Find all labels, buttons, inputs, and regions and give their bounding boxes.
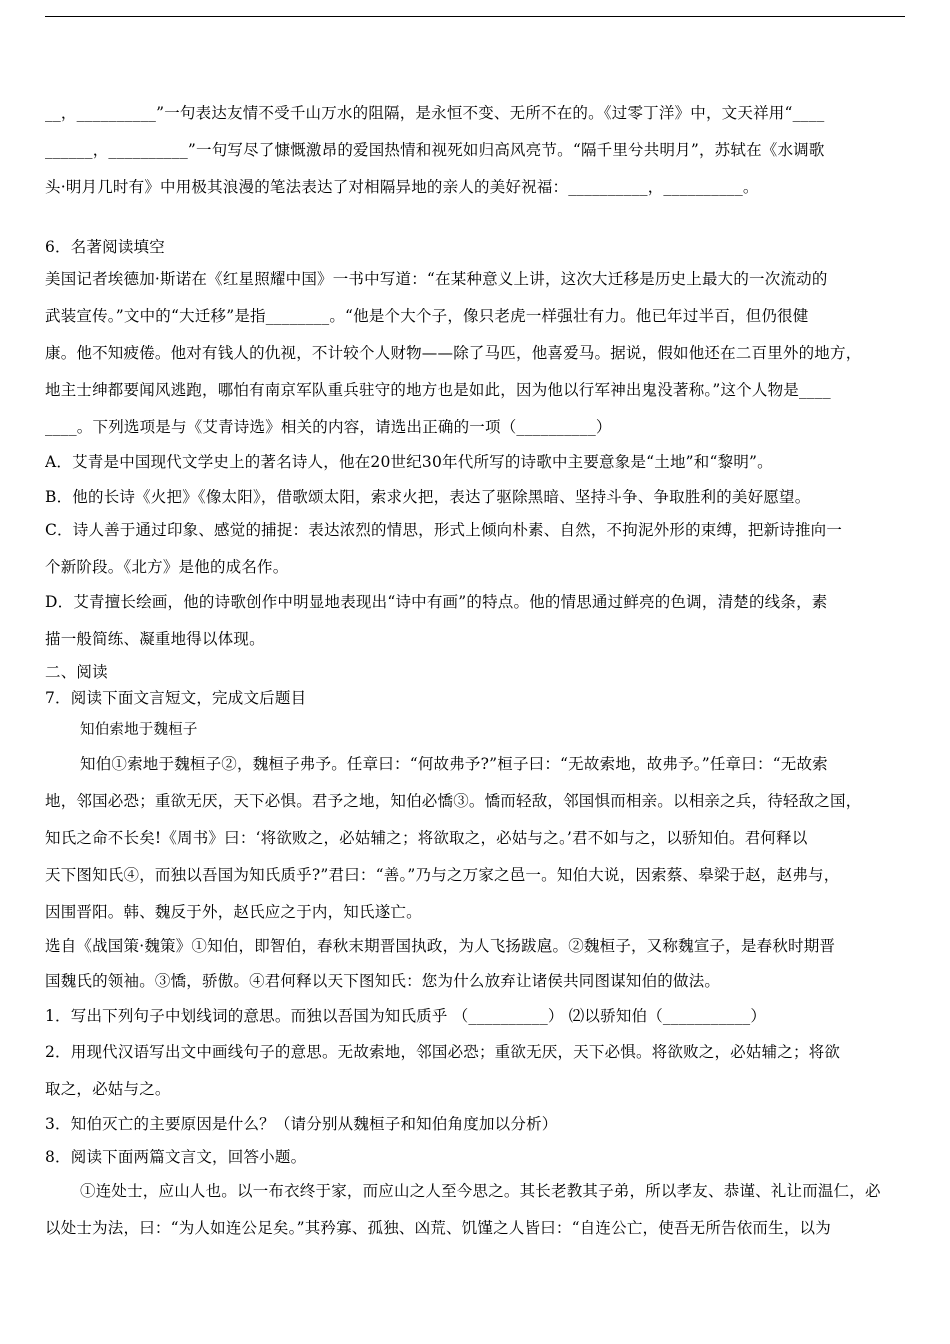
q6-line3: 康。他不知疲倦。他对有钱人的仇视，不计较个人财物——除了马匹，他喜爱马。据说，假如他还在二百里外的地方，: [45, 344, 862, 362]
q7-sub3: 3．知伯灭亡的主要原因是什么？（请分别从魏桓子和知伯角度加以分析）: [45, 1115, 558, 1133]
sec2-title: 二、阅读: [45, 663, 108, 681]
q6-optC2: 个新阶段。《北方》是他的成名作。: [45, 558, 289, 576]
q5-line3: 头·明月几时有》中用极其浪漫的笔法表达了对相隔异地的亲人的美好祝福：__________，__________。: [45, 178, 759, 196]
q7-sub2b: 取之，必姑与之。: [45, 1080, 171, 1098]
q5-line1: __，__________”一句表达友情不受千山万水的阻隔，是永恒不变、无所不在的。《过零丁洋》中，文天祥用“____: [45, 104, 825, 122]
q7-sub2a: 2．用现代汉语写出文中画线句子的意思。无故索地，邻国必恐；重欲无厌，天下必惧。将欲败之，必姑辅之；将欲: [45, 1043, 841, 1061]
q7-p5: 因围晋阳。韩、魏反于外，赵氏应之于内，知氏遂亡。: [45, 903, 422, 921]
q6-optC1: C．诗人善于通过印象、感觉的捕捉：表达浓烈的情思，形式上倾向朴素、自然，不拘泥外形的束缚，把新诗推向一: [45, 521, 843, 539]
q6-line4: 地主士绅都要闻风逃跑，哪怕有南京军队重兵驻守的地方也是如此，因为他以行军神出鬼没著称。”这个人物是____: [45, 381, 831, 399]
q6-title: 6．名著阅读填空: [45, 238, 165, 256]
q6-line5: ____。下列选项是与《艾青诗选》相关的内容，请选出正确的一项（__________）: [45, 418, 612, 436]
q6-optD2: 描一般简练、凝重地得以体现。: [45, 630, 265, 648]
q8-p1: ①连处士，应山人也。以一布衣终于家，而应山之人至今思之。其长老教其子弟，所以孝友、恭谨、礼让而温仁，必: [80, 1182, 881, 1200]
q7-note1: 选自《战国策·魏策》①知伯，即智伯，春秋末期晋国执政，为人飞扬跋扈。②魏桓子，又称魏宣子，是春秋时期晋: [45, 937, 836, 955]
q7-p4: 天下图知氏④，而独以吾国为知氏质乎?”君曰：“善。”乃与之万家之邑一。知伯大说，因索蔡、皋梁于赵，赵弗与，: [45, 866, 840, 884]
q8-p2: 以处士为法，曰：“为人如连公足矣。”其矜寡、孤独、凶荒、饥馑之人皆曰：“自连公亡，使吾无所告依而生，以为: [45, 1219, 831, 1237]
q7-p1: 知伯①索地于魏桓子②，魏桓子弗予。任章曰：“何故弗予?”桓子曰：“无故索地，故弗予。”任章曰：“无故索: [80, 755, 828, 773]
q6-optB: B．他的长诗《火把》《像太阳》，借歌颂太阳，索求火把，表达了驱除黑暗、坚持斗争、争取胜利的美好愿望。: [45, 488, 811, 506]
q5-line2: ______，__________”一句写尽了慷慨激昂的爱国热情和视死如归高风亮节。“隔千里兮共明月”，苏轼在《水调歌: [45, 141, 825, 159]
q7-heading: 知伯索地于魏桓子: [80, 722, 198, 738]
q7-p2: 地，邻国必恐；重欲无厌，天下必惧。君予之地，知伯必憍③。憍而轻敌，邻国惧而相亲。以相亲之兵，待轻敌之国，: [45, 792, 862, 810]
q8-title: 8．阅读下面两篇文言文，回答小题。: [45, 1148, 307, 1166]
q7-title: 7．阅读下面文言短文，完成文后题目: [45, 689, 307, 707]
q7-p3: 知氏之命不长矣!《周书》曰：‘将欲败之，必姑辅之；将欲取之，必姑与之。’君不如与之，以骄知伯。君何释以: [45, 829, 808, 847]
header-rule: [45, 16, 905, 17]
q7-note2: 国魏氏的领袖。③憍，骄傲。④君何释以天下图知氏：您为什么放弃让诸侯共同图谋知伯的做法。: [45, 972, 721, 990]
q6-optD1: D．艾青擅长绘画，他的诗歌创作中明显地表现出“诗中有画”的特点。他的情思通过鲜亮的色调，清楚的线条，素: [45, 593, 828, 611]
q6-optA: A．艾青是中国现代文学史上的著名诗人，他在20世纪30年代所写的诗歌中主要意象是“土地”和“黎明”。: [45, 453, 773, 471]
q6-line1: 美国记者埃德加·斯诺在《红星照耀中国》一书中写道：“在某种意义上讲，这次大迁移是历史上最大的一次流动的: [45, 270, 828, 288]
q7-sub1: 1．写出下列句子中划线词的意思。而独以吾国为知氏质乎 （__________） ⑵以骄知伯（___________）: [45, 1007, 767, 1025]
q6-line2: 武装宣传。”文中的“大迁移”是指________。“他是个大个子，像只老虎一样强壮有力。他已年过半百，但仍很健: [45, 307, 809, 325]
